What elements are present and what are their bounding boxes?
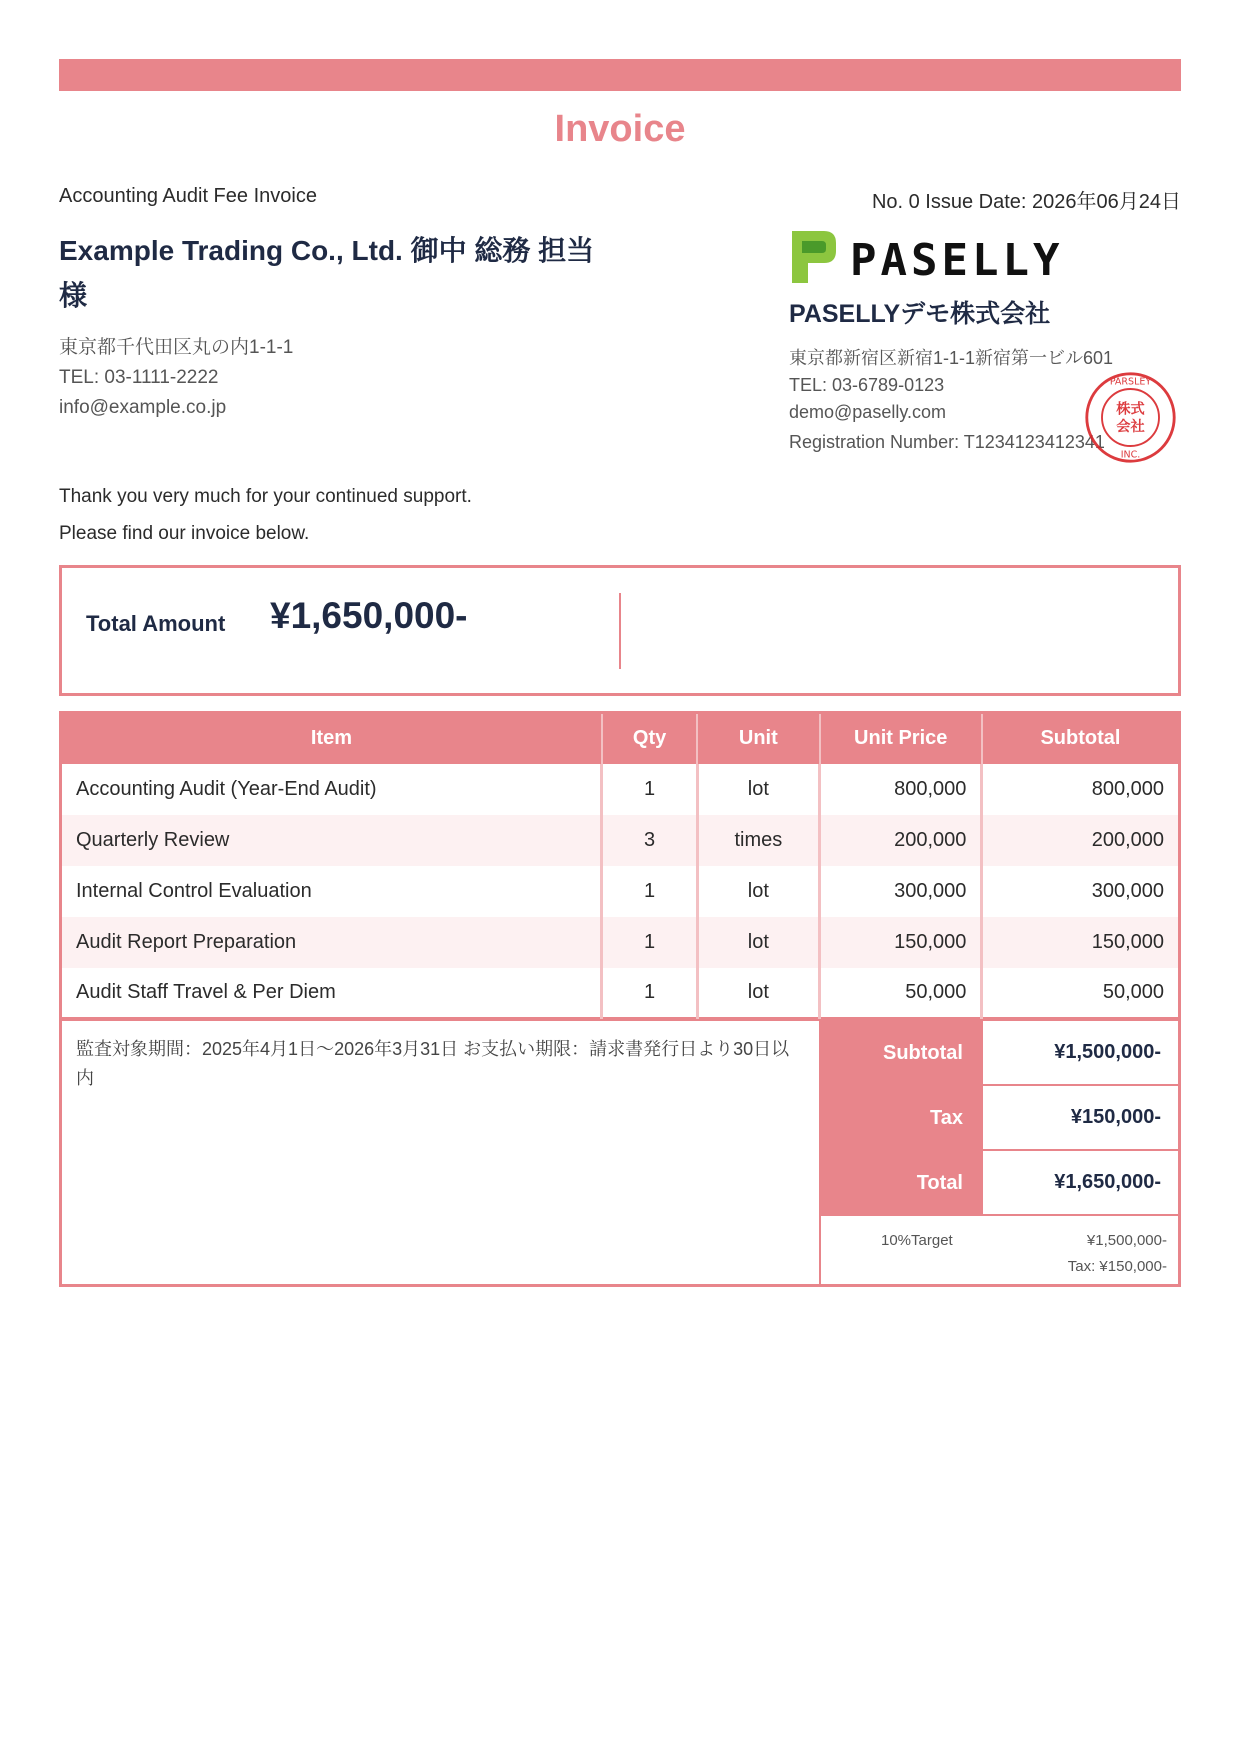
item-qty: 1 (602, 866, 697, 917)
table-row (61, 968, 1180, 1019)
column-header-unit-price: Unit Price (820, 713, 982, 764)
summary-tax-row (821, 1086, 1181, 1151)
item-unit-price: 800,000 (820, 764, 982, 815)
client-address: 東京都千代田区丸の内1-1-1 (59, 337, 294, 358)
item-name: Audit Staff Travel & Per Diem (76, 980, 336, 1003)
table-row (61, 866, 1180, 917)
item-unit-price: 300,000 (820, 866, 982, 917)
item-qty: 1 (602, 917, 697, 968)
header-accent-bar (59, 59, 1181, 91)
item-unit-price: 200,000 (820, 815, 982, 866)
summary-section (59, 1019, 1181, 1287)
summary-total-row (821, 1151, 1181, 1216)
greeting-line-2: Please find our invoice below. (59, 523, 310, 544)
total-amount-value: ¥1,650,000- (270, 595, 468, 636)
summary-subtotal-label: Subtotal (821, 1021, 983, 1086)
company-seal-stamp (1083, 370, 1178, 465)
svg-text:株式: 株式 (1116, 401, 1145, 418)
table-row (61, 917, 1180, 968)
document-title: Invoice (554, 108, 686, 150)
item-unit-price: 50,000 (820, 968, 982, 1019)
item-subtotal: 150,000 (982, 917, 1180, 968)
column-header-item: Item (61, 713, 602, 764)
company-email: demo@paselly.com (789, 402, 946, 422)
total-box-divider (619, 593, 621, 669)
invoice-subject: Accounting Audit Fee Invoice (59, 185, 317, 207)
column-header-qty: Qty (602, 713, 697, 764)
invoice-notes: 監査対象期間：2025年4月1日〜2026年3月31日 お支払い期限：請求書発行日より30日以内 (76, 1039, 790, 1088)
table-row (61, 764, 1180, 815)
tax-base-amount: ¥1,500,000- (1086, 1232, 1167, 1249)
client-name: Example Trading Co., Ltd. 御中 総務 担当 様 (59, 235, 595, 311)
company-tel: TEL: 03-6789-0123 (789, 375, 945, 395)
item-unit: times (697, 815, 819, 866)
company-name: PASELLYデモ株式会社 (789, 300, 1051, 328)
item-qty: 1 (602, 968, 697, 1019)
item-name: Internal Control Evaluation (76, 879, 312, 902)
item-qty: 1 (602, 764, 697, 815)
item-unit: lot (697, 968, 819, 1019)
item-subtotal: 50,000 (982, 968, 1180, 1019)
svg-text:INC.: INC. (1120, 449, 1141, 461)
item-name: Quarterly Review (61, 815, 602, 866)
summary-total-value: ¥1,650,000- (983, 1151, 1181, 1216)
column-header-unit: Unit (697, 713, 819, 764)
total-amount-box (59, 565, 1181, 696)
tax-rate-label: 10%Target (881, 1232, 953, 1249)
column-header-subtotal: Subtotal (982, 713, 1180, 764)
summary-tax-value: ¥150,000- (983, 1086, 1181, 1151)
item-name: Accounting Audit (Year-End Audit) (76, 777, 377, 800)
line-items-table (59, 711, 1181, 1020)
company-registration: Registration Number: T1234123412341 (789, 432, 1105, 452)
item-subtotal: 300,000 (982, 866, 1180, 917)
item-unit-price: 150,000 (820, 917, 982, 968)
logo-mark-icon (792, 231, 836, 283)
invoice-number-date: No. 0 Issue Date: 2026年06月24日 (871, 191, 1181, 213)
item-unit: lot (697, 866, 819, 917)
client-tel: TEL: 03-1111-2222 (59, 367, 219, 388)
summary-total-label: Total (821, 1151, 983, 1216)
logo-wordmark: PASELLY (850, 235, 1064, 285)
summary-tax-label: Tax (821, 1086, 983, 1151)
svg-text:PARSLEY: PARSLEY (1109, 376, 1152, 388)
company-address: 東京都新宿区新宿1-1-1新宿第一ビル601 (789, 348, 1114, 368)
item-subtotal: 200,000 (982, 815, 1180, 866)
client-email: info@example.co.jp (59, 397, 227, 418)
table-row (61, 815, 1180, 866)
item-name: Audit Report Preparation (61, 917, 602, 968)
table-header-row (61, 713, 1180, 764)
item-subtotal: 800,000 (982, 764, 1180, 815)
item-qty: 3 (602, 815, 697, 866)
summary-subtotal-row (821, 1021, 1181, 1086)
greeting-line-1: Thank you very much for your continued support. (59, 486, 472, 507)
item-unit: lot (697, 764, 819, 815)
greeting (59, 478, 472, 552)
company-info (789, 345, 1113, 426)
svg-text:会社: 会社 (1116, 418, 1145, 435)
summary-subtotal-value: ¥1,500,000- (983, 1021, 1181, 1086)
company-logo (788, 229, 1088, 285)
item-unit: lot (697, 917, 819, 968)
client-info (59, 333, 293, 423)
tax-amount: Tax: ¥150,000- (1067, 1258, 1167, 1275)
total-amount-label: Total Amount (86, 611, 226, 636)
